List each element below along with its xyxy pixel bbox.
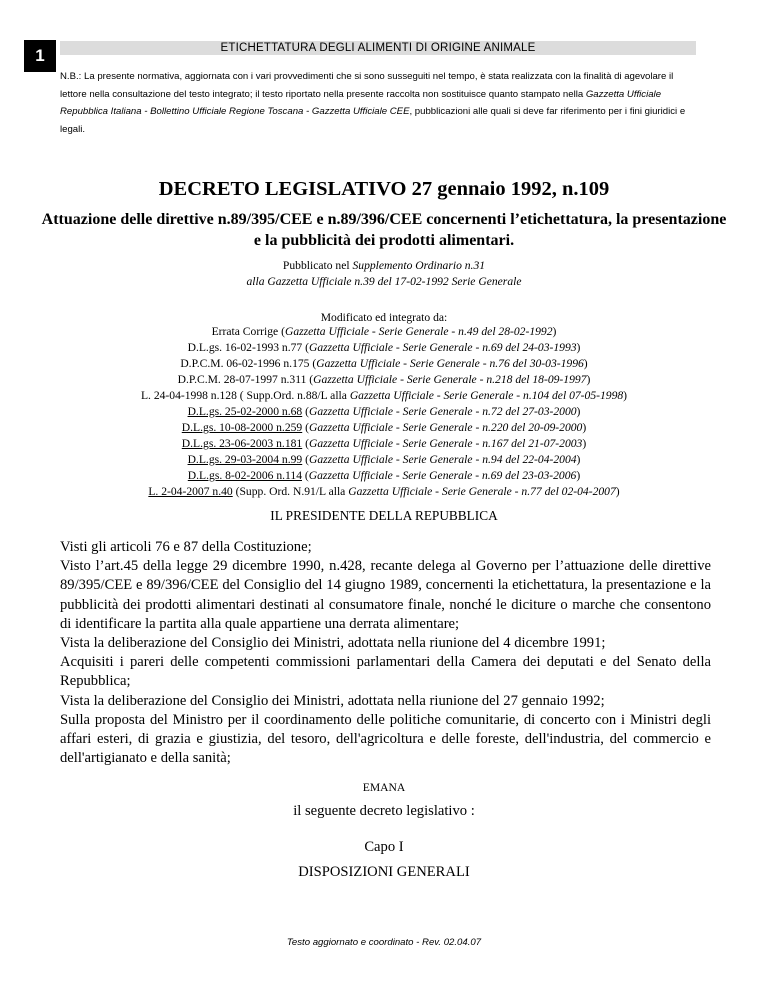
- modification-close: ): [623, 389, 628, 402]
- modification-close: ): [576, 453, 581, 466]
- preamble-paragraph: Acquisiti i pareri delle competenti commissioni parlamentari della Camera dei deputati e del Senato della Repubblica;: [60, 654, 711, 690]
- modification-gazette: Gazzetta Ufficiale - Serie Generale - n.69 del 24-03-1993: [308, 341, 577, 354]
- note-sources: Gazzetta Ufficiale Repubblica Italiana - Bollettino Ufficiale Regione Toscana - Gazzetta Ufficiale CEE: [60, 88, 662, 118]
- publication-line-1: [40, 258, 728, 274]
- modification-close: ): [586, 373, 591, 386]
- modification-item: [40, 436, 728, 452]
- modification-reference: D.P.C.M. 28-07-1997 n.311 (: [177, 373, 314, 386]
- modification-gazette: Gazzetta Ufficiale - Serie Generale - n.167 del 21-07-2003: [308, 437, 583, 450]
- modification-connector: (: [302, 437, 309, 450]
- enactment-line: il seguente decreto legislativo :: [293, 803, 475, 819]
- modification-item: [40, 484, 728, 500]
- modification-gazette: Gazzetta Ufficiale - Serie Generale - n.218 del 18-09-1997: [313, 373, 587, 386]
- note-text-1: N.B.: La presente normativa, aggiornata con i vari provvedimenti che si sono susseguiti nel tempo, è stata realizzata con la finalità di agevolare il lettore nella consultazione del testo integrato; il testo riportato nella presente raccolta non sostituisce quanto stampato nella: [60, 71, 674, 100]
- modification-reference: D.P.C.M. 06-02-1996 n.175 (: [180, 357, 317, 370]
- modification-reference: D.L.gs. 8-02-2006 n.114: [187, 469, 302, 482]
- modification-reference: D.L.gs. 29-03-2004 n.99: [187, 453, 303, 466]
- note-text-2: , pubblicazioni alle quali si deve far riferimento per i fini giuridici e legali.: [60, 106, 686, 135]
- modification-reference: D.L.gs. 25-02-2000 n.68: [187, 405, 303, 418]
- modification-close: ): [576, 405, 581, 418]
- publication-info: [40, 258, 728, 290]
- modification-connector: (: [302, 469, 309, 482]
- modification-item: [40, 388, 728, 404]
- modification-item: [40, 420, 728, 436]
- modification-reference: Errata Corrige (: [211, 325, 285, 338]
- modification-reference: D.L.gs. 16-02-1993 n.77 (: [187, 341, 309, 354]
- document-title: DECRETO LEGISLATIVO 27 gennaio 1992, n.109: [158, 178, 610, 200]
- preamble: [60, 538, 711, 768]
- modification-close: ): [583, 357, 588, 370]
- preamble-paragraph: Vista la deliberazione del Consiglio dei Ministri, adottata nella riunione del 27 gennaio 1992;: [60, 692, 605, 709]
- page-number-badge: [24, 40, 56, 72]
- preamble-paragraph: Visti gli articoli 76 e 87 della Costituzione;: [60, 539, 312, 555]
- modification-close: ): [576, 469, 581, 482]
- modification-connector: (: [302, 453, 309, 466]
- modification-close: ): [582, 421, 587, 434]
- modification-item: [40, 372, 728, 388]
- modification-close: ): [582, 437, 587, 450]
- president-heading: IL PRESIDENTE DELLA REPUBBLICA: [270, 508, 498, 523]
- page-number: 1: [35, 46, 45, 65]
- modification-gazette: Gazzetta Ufficiale - Serie Generale - n.220 del 20-09-2000: [308, 421, 583, 434]
- modifications-list: [40, 324, 728, 500]
- modification-close: ): [576, 341, 581, 354]
- preamble-paragraph: Vista la deliberazione del Consiglio dei Ministri, adottata nella riunione del 4 dicembre 1991;: [60, 635, 606, 652]
- preamble-paragraph: Visto l’art.45 della legge 29 dicembre 1990, n.428, recante delega al Governo per l’attuazione delle direttive 89/395/CEE e 89/396/CEE del Consiglio del 14 giugno 1989, concernenti la etichettatura, la presentazione e la pubblicità dei prodotti alimentari destinati al consumatore finale, nonché le diciture o marche che consentono di identificare la partita alla quale appartiene una derrata alimentare;: [60, 558, 711, 632]
- modification-close: ): [615, 485, 620, 498]
- modification-gazette: Gazzetta Ufficiale - Serie Generale - n.104 del 07-05-1998: [349, 389, 624, 402]
- modification-item: [40, 356, 728, 372]
- modification-gazette: Gazzetta Ufficiale - Serie Generale - n.77 del 02-04-2007: [348, 485, 616, 498]
- modification-gazette: Gazzetta Ufficiale - Serie Generale - n.69 del 23-03-2006: [308, 469, 577, 482]
- modification-connector: (: [302, 405, 309, 418]
- publication-prefix: Pubblicato nel: [282, 259, 353, 272]
- modification-reference: D.L.gs. 23-06-2003 n.181: [181, 437, 303, 450]
- modification-item: [40, 468, 728, 484]
- chapter-title: DISPOSIZIONI GENERALI: [298, 864, 470, 880]
- modification-gazette: Gazzetta Ufficiale - Serie Generale - n.72 del 27-03-2000: [308, 405, 577, 418]
- page-footer: Testo aggiornato e coordinato - Rev. 02.04.07: [286, 937, 482, 948]
- emana-label: EMANA: [362, 781, 406, 794]
- modification-item: [40, 340, 728, 356]
- modification-connector: (: [302, 421, 309, 434]
- modification-reference: D.L.gs. 10-08-2000 n.259: [181, 421, 303, 434]
- modification-reference: L. 24-04-1998 n.128 ( Supp.Ord. n.88/L alla: [140, 389, 350, 402]
- modification-gazette: Gazzetta Ufficiale - Serie Generale - n.94 del 22-04-2004: [308, 453, 577, 466]
- publication-line-2: [40, 274, 728, 290]
- publication-gazette: alla Gazzetta Ufficiale n.39 del 17-02-1992 Serie Generale: [246, 275, 522, 288]
- modification-gazette: Gazzetta Ufficiale - Serie Generale - n.76 del 30-03-1996: [316, 357, 584, 370]
- modification-close: ): [552, 325, 557, 338]
- running-header: ETICHETTATURA DEGLI ALIMENTI DI ORIGINE ANIMALE: [60, 41, 696, 55]
- modifications-heading: Modificato ed integrato da:: [320, 311, 448, 324]
- chapter-heading: Capo I: [364, 839, 404, 855]
- modification-reference: L. 2-04-2007 n.40: [148, 485, 233, 498]
- modification-item: [40, 404, 728, 420]
- modification-item: [40, 324, 728, 340]
- document-subtitle: Attuazione delle direttive n.89/395/CEE e n.89/396/CEE concernenti l’etichettatura, la presentazione e la pubblicità dei prodotti alimentari.: [41, 211, 727, 249]
- preamble-paragraph: Sulla proposta del Ministro per il coordinamento delle politiche comunitarie, di concerto con i Ministri degli affari esteri, di grazia e giustizia, del tesoro, dell'agricoltura e delle foreste, dell'industria, del commercio e dell'artigianato e della sanità;: [60, 711, 711, 767]
- modification-gazette: Gazzetta Ufficiale - Serie Generale - n.49 del 28-02-1992: [284, 325, 553, 338]
- publication-supplement: Supplemento Ordinario n.31: [352, 259, 486, 272]
- disclaimer-note: [60, 68, 700, 138]
- modification-item: [40, 452, 728, 468]
- modification-connector: (Supp. Ord. N.91/L alla: [232, 485, 349, 498]
